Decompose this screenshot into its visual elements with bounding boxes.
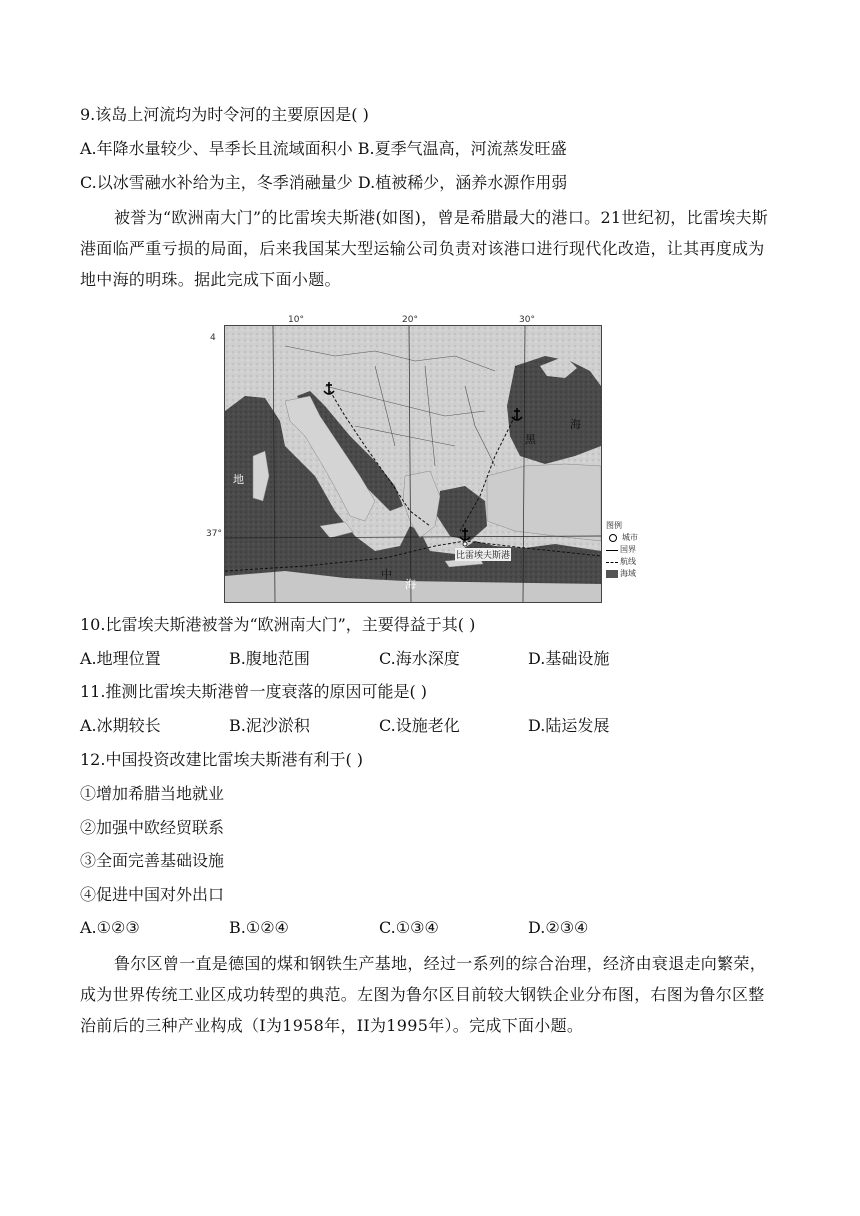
- lat-label-37: 37°: [206, 529, 222, 539]
- q9-options-line-1: A.年降水量较少、旱季长且流域面积小 B.夏季气温高，河流蒸发旺盛: [80, 139, 567, 158]
- passage-piraeus: 被誉为“欧洲南大门”的比雷埃夫斯港(如图)，曾是希腊最大的港口。21世纪初，比雷埃夫斯港面临严重亏损的局面，后来我国某大型运输公司负责对该港口进行现代化改造，让其再度成为地中海的明珠。据此完成下面小题。: [80, 208, 769, 289]
- map-image: [224, 325, 602, 603]
- sea-swatch-icon: [606, 570, 618, 578]
- label-piraeus: 比雷埃夫斯港: [455, 548, 511, 561]
- q11-option-a: A.冰期较长: [80, 716, 161, 735]
- q12-option-b: B.①②④: [229, 918, 289, 937]
- legend-item-sea: 海域: [606, 568, 646, 580]
- label-mediterranean-1: 地: [233, 473, 244, 486]
- label-mediterranean-3: 海: [405, 578, 416, 591]
- q11-option-d: D.陆运发展: [528, 716, 610, 735]
- lon-label-10: 10°: [288, 315, 304, 325]
- city-icon: [609, 534, 617, 542]
- q12-item-1: ①增加希腊当地就业: [80, 784, 225, 803]
- q11-option-c: C.设施老化: [379, 716, 460, 735]
- route-line-icon: [606, 562, 618, 563]
- label-black-sea-1: 黑: [525, 433, 536, 446]
- lon-label-20: 20°: [402, 315, 418, 325]
- label-mediterranean-2: 中: [381, 568, 392, 581]
- legend-item-city: 城市: [606, 532, 646, 544]
- border-line-icon: [606, 550, 618, 551]
- q12-option-d: D.②③④: [528, 918, 589, 937]
- q11-stem: 11.推测比雷埃夫斯港曾一度衰落的原因可能是( ): [80, 682, 428, 701]
- q9-stem: 9.该岛上河流均为时令河的主要原因是( ): [80, 105, 369, 124]
- map-legend: [606, 520, 646, 580]
- q10-option-d: D.基础设施: [528, 649, 610, 668]
- legend-item-route: 航线: [606, 556, 646, 568]
- legend-title: 图例: [606, 521, 622, 530]
- passage-ruhr: 鲁尔区曾一直是德国的煤和钢铁生产基地，经过一系列的综合治理，经济由衰退走向繁荣，成为世界传统工业区成功转型的典范。左图为鲁尔区目前较大钢铁企业分布图，右图为鲁尔区整治前后的三种产业构成（I为1958年，II为1995年）。完成下面小题。: [80, 954, 767, 1035]
- q12-option-a: A.①②③: [80, 918, 140, 937]
- q10-option-a: A.地理位置: [80, 649, 161, 668]
- lat-label-top: 4: [210, 333, 216, 343]
- q10-option-c: C.海水深度: [379, 649, 460, 668]
- q10-option-b: B.腹地范围: [229, 649, 310, 668]
- q12-item-4: ④促进中国对外出口: [80, 885, 225, 904]
- q12-item-2: ②加强中欧经贸联系: [80, 818, 225, 837]
- legend-item-border: 国界: [606, 544, 646, 556]
- map-figure: [206, 315, 638, 605]
- q12-option-c: C.①③④: [379, 918, 439, 937]
- q10-stem: 10.比雷埃夫斯港被誉为“欧洲南大门”，主要得益于其( ): [80, 615, 476, 634]
- q9-options-line-2: C.以冰雪融水补给为主，冬季消融量少 D.植被稀少，涵养水源作用弱: [80, 173, 568, 192]
- label-black-sea-2: 海: [570, 418, 581, 431]
- q11-option-b: B.泥沙淤积: [229, 716, 310, 735]
- q12-stem: 12.中国投资改建比雷埃夫斯港有利于( ): [80, 750, 364, 769]
- lon-label-30: 30°: [519, 315, 535, 325]
- q12-item-3: ③全面完善基础设施: [80, 851, 225, 870]
